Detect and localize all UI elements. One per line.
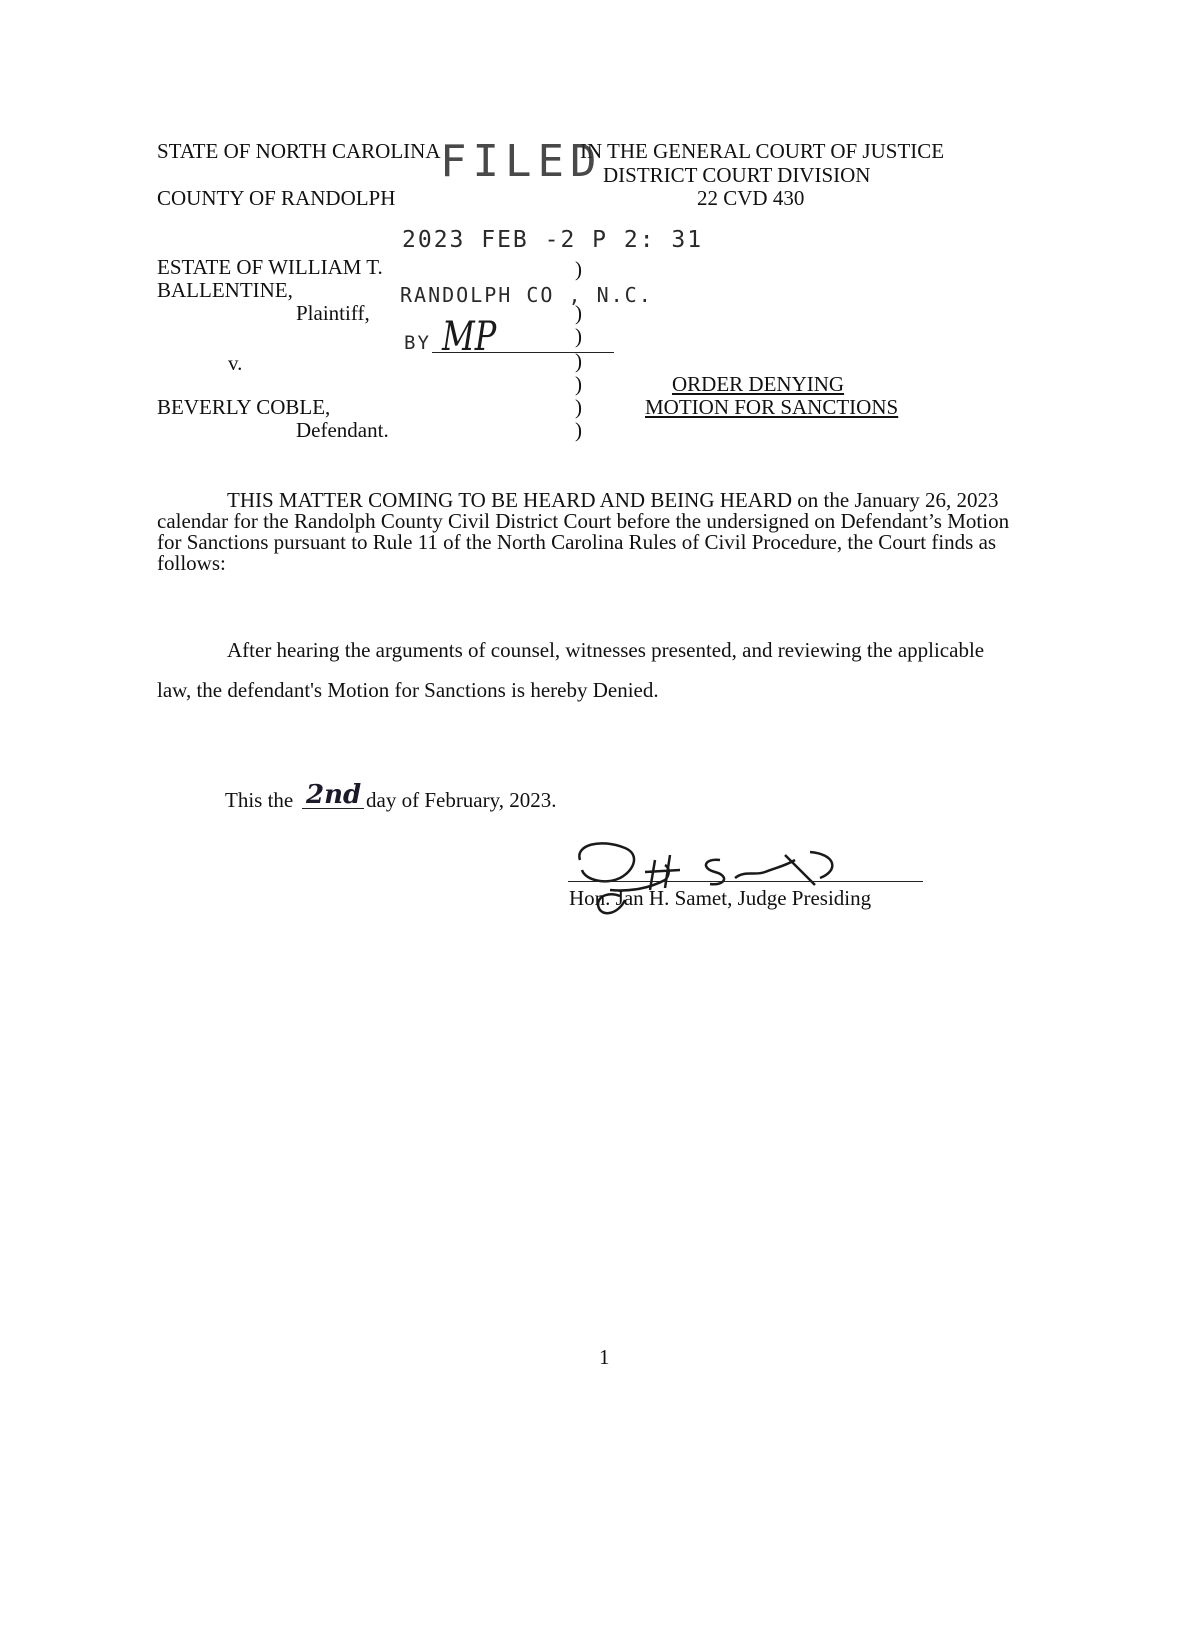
filed-stamp-by-label: BY — [404, 332, 431, 354]
filed-stamp-word: FILED — [440, 136, 603, 187]
filed-stamp-datetime: 2023 FEB -2 P 2: 31 — [402, 227, 704, 253]
filed-stamp-county: RANDOLPH CO , N.C. — [400, 283, 653, 307]
court-line-1: IN THE GENERAL COURT OF JUSTICE — [580, 139, 945, 163]
defendant-role: Defendant. — [296, 418, 389, 442]
order-title-line-2: MOTION FOR SANCTIONS — [645, 395, 899, 419]
case-number: 22 CVD 430 — [697, 186, 805, 210]
plaintiff-role: Plaintiff, — [296, 301, 370, 325]
page-number: 1 — [599, 1345, 610, 1369]
caption-bracket: ) — [575, 349, 582, 373]
plaintiff-name-line-1: ESTATE OF WILLIAM T. — [157, 255, 383, 279]
signer-name: Hon. Jan H. Samet, Judge Presiding — [569, 886, 872, 910]
defendant-name: BEVERLY COBLE, — [157, 395, 331, 419]
date-suffix: day of February, 2023. — [366, 788, 557, 812]
court-line-2: DISTRICT COURT DIVISION — [603, 163, 871, 187]
caption-bracket: ) — [575, 395, 582, 419]
signature-line — [568, 881, 923, 882]
caption-bracket: ) — [575, 372, 582, 396]
filed-stamp-initials: MP — [442, 314, 497, 360]
caption-bracket: ) — [575, 257, 582, 281]
caption-bracket: ) — [575, 418, 582, 442]
date-day-handwritten: 2nd — [306, 780, 362, 810]
caption-bracket: ) — [575, 324, 582, 348]
order-paragraph-1: THIS MATTER COMING TO BE HEARD AND BEING HEARD on the January 26, 2023 calendar for the Randolph County Civil District Court before the undersigned on Defendant’s Motion for Sanctions pursuant to Rule 11 of the North Carolina Rules of Civil Procedure, the Court finds as follows: — [157, 488, 1010, 575]
order-paragraph-2: After hearing the arguments of counsel, witnesses presented, and reviewing the applicable law, the defendant's Motion for Sanctions is hereby Denied. — [157, 638, 985, 702]
versus: v. — [228, 351, 243, 375]
order-title-line-1: ORDER DENYING — [672, 372, 845, 396]
county-line: COUNTY OF RANDOLPH — [157, 186, 396, 210]
state-line: STATE OF NORTH CAROLINA — [157, 139, 441, 163]
plaintiff-name-line-2: BALLENTINE, — [157, 278, 293, 302]
caption-bracket: ) — [575, 301, 582, 325]
date-prefix: This the — [225, 788, 294, 812]
